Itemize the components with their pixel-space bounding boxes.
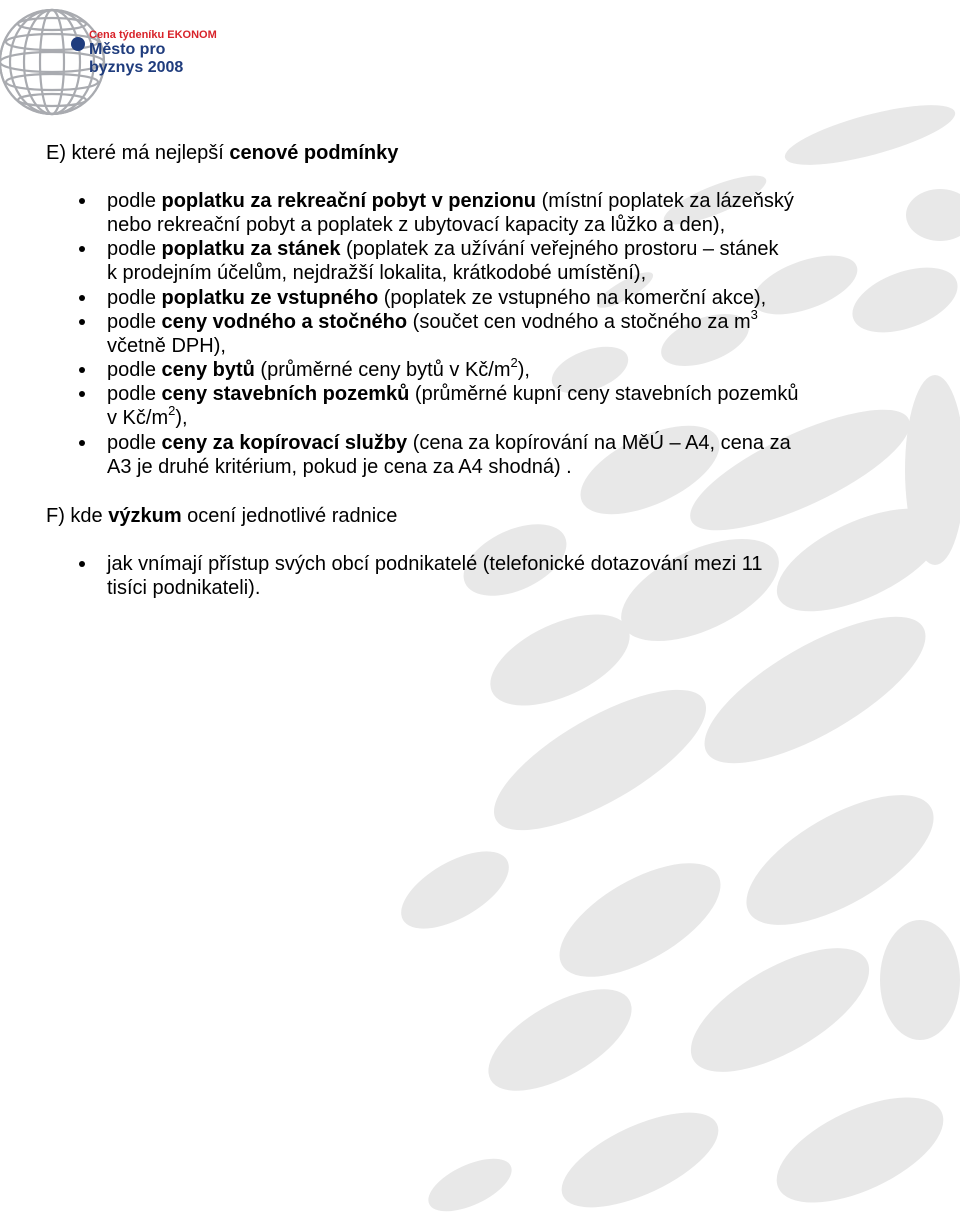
- list-item: podle ceny za kopírovací služby (cena za kopírování na MěÚ – A4, cena za A3 je druhé kritérium, pokud je cena za A4 shodná) .: [107, 431, 867, 479]
- list-item: podle poplatku za stánek (poplatek za užívání veřejného prostoru – stánek k prodejním účelům, nejdražší lokalita, krátkodobé umístění),: [107, 237, 867, 285]
- logo: [0, 0, 220, 124]
- list-item: podle poplatku za rekreační pobyt v penzionu (místní poplatek za lázeňský nebo rekreační pobyt a poplatek z ubytovací kapacity za lůžko a den),: [107, 189, 867, 237]
- list-item: podle ceny stavebních pozemků (průměrné kupní ceny stavebních pozemků v $Kč/m^2$),: [107, 382, 867, 430]
- logo-title-line1: Město pro: [89, 41, 166, 58]
- logo-title-line2: byznys 2008: [89, 59, 184, 76]
- list-item: podle ceny vodného a stočného (součet cen vodného a stočného za $m^3$ včetně DPH),: [107, 310, 867, 358]
- list-item: podle poplatku ze vstupného (poplatek ze vstupného na komerční akce),: [107, 286, 867, 310]
- logo-dot-icon: [71, 37, 85, 51]
- logo-award-text: Cena týdeníku EKONOM: [89, 29, 217, 41]
- list-item: podle ceny bytů (průměrné ceny bytů v $Kč/m^2$),: [107, 358, 867, 382]
- section-f-heading: F) kde výzkum ocení jednotlivé radnice: [46, 505, 398, 527]
- section-e-heading: E) které má nejlepší cenové podmínky: [46, 142, 399, 164]
- list-item: jak vnímají přístup svých obcí podnikatelé (telefonické dotazování mezi 11 tisíci podnikateli).: [107, 552, 867, 600]
